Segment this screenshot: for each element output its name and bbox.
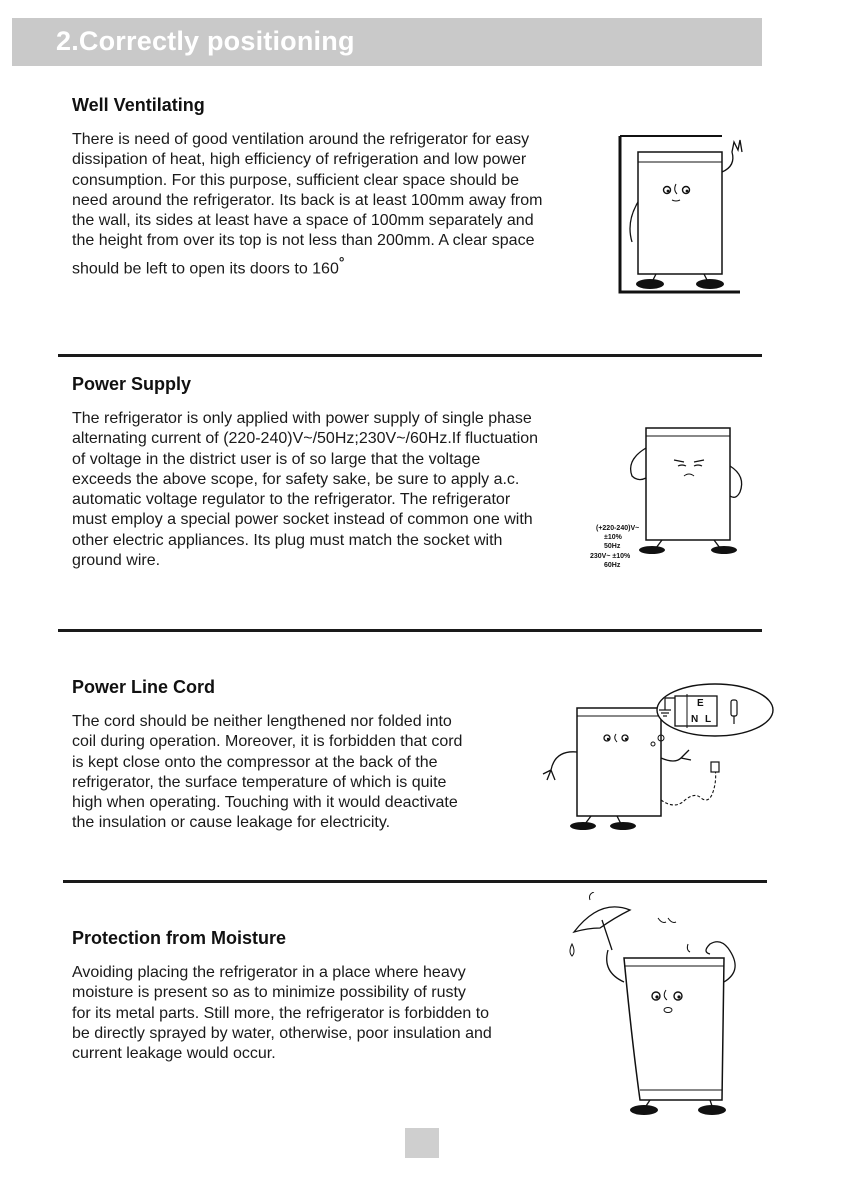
section-protection-from-moisture (72, 928, 492, 1064)
body-line: exceeds the above scope, for safety sake, be sure to apply a.c. (72, 470, 520, 488)
body-line: Avoiding placing the refrigerator in a place where heavy (72, 964, 466, 981)
section-well-ventilating (72, 95, 542, 279)
figure-label: 50Hz (604, 543, 621, 550)
fridge-power-cord-illustration (525, 680, 775, 835)
section-heading: Power Line Cord (72, 677, 216, 697)
body-line: for its metal parts. Still more, the refrigerator is forbidden to (72, 1004, 490, 1022)
body-line: be directly sprayed by water, otherwise, poor insulation and (72, 1024, 492, 1042)
figure-label: E (697, 698, 704, 709)
body-line: ground wire. (72, 552, 161, 570)
body-line: consumption. For this purpose, sufficient clear space should be (72, 171, 520, 189)
figure-label: ±10% (604, 534, 622, 541)
body-line: There is need of good ventilation around the refrigerator for easy (72, 131, 530, 148)
body-line: should be left to open its doors to 160 (72, 260, 339, 278)
section-header-bar (12, 18, 762, 66)
fridge-power-supply-illustration (590, 420, 750, 575)
section-divider (58, 629, 762, 632)
section-body (72, 963, 492, 1064)
section-power-line-cord (72, 677, 462, 834)
section-body (72, 130, 542, 279)
figure-label: N (691, 714, 699, 725)
section-body (72, 712, 462, 834)
section-heading: Power Supply (72, 374, 192, 394)
body-line: the insulation or cause leakage for electricity. (72, 814, 391, 832)
body-line: current leakage would occur. (72, 1045, 276, 1063)
figure-label: (+220-240)V~ (596, 525, 640, 532)
body-line: other electric appliances. Its plug must match the socket with (72, 531, 503, 549)
body-line: The refrigerator is only applied with power supply of single phase (72, 410, 532, 427)
section-divider (58, 354, 762, 357)
body-line: refrigerator, the surface temperature of which is quite (72, 773, 447, 791)
fridge-moisture-illustration (560, 892, 750, 1122)
body-line: the height from over its top is not less than 200mm. A clear space (72, 232, 535, 250)
section-divider (63, 880, 767, 883)
section-power-supply (72, 374, 538, 571)
body-line: coil during operation. Moreover, it is forbidden that cord (72, 733, 463, 751)
page-number-box (405, 1128, 439, 1158)
degree-mark: ° (338, 253, 345, 270)
section-heading: Well Ventilating (72, 95, 205, 115)
body-line: dissipation of heat, high efficiency of refrigeration and low power (72, 151, 527, 169)
body-line: the wall, its sides at least have a space of 100mm separately and (72, 212, 534, 230)
figure-label: L (705, 714, 712, 725)
section-body (72, 409, 538, 571)
body-line: must employ a special power socket instead of common one with (72, 511, 533, 529)
figure-label: 60Hz (604, 562, 621, 569)
body-line: high when operating. Touching with it would deactivate (72, 794, 458, 812)
figure-label: 230V~ ±10% (590, 553, 631, 560)
body-line: The cord should be neither lengthened nor folded into (72, 713, 452, 730)
fridge-ventilation-illustration (612, 132, 752, 302)
section-heading: Protection from Moisture (72, 928, 287, 948)
body-line: of voltage in the district user is of so large that the voltage (72, 450, 481, 468)
body-line: automatic voltage regulator to the refrigerator. The refrigerator (72, 491, 511, 509)
page-title: 2.Correctly positioning (56, 26, 355, 56)
body-line: alternating current of (220-240)V~/50Hz;230V~/60Hz.If fluctuation (72, 430, 539, 448)
body-line: is kept close onto the compressor at the back of the (72, 753, 438, 771)
body-line: need around the refrigerator. Its back is at least 100mm away from (72, 191, 543, 209)
body-line: moisture is present so as to minimize possibility of rusty (72, 984, 466, 1002)
